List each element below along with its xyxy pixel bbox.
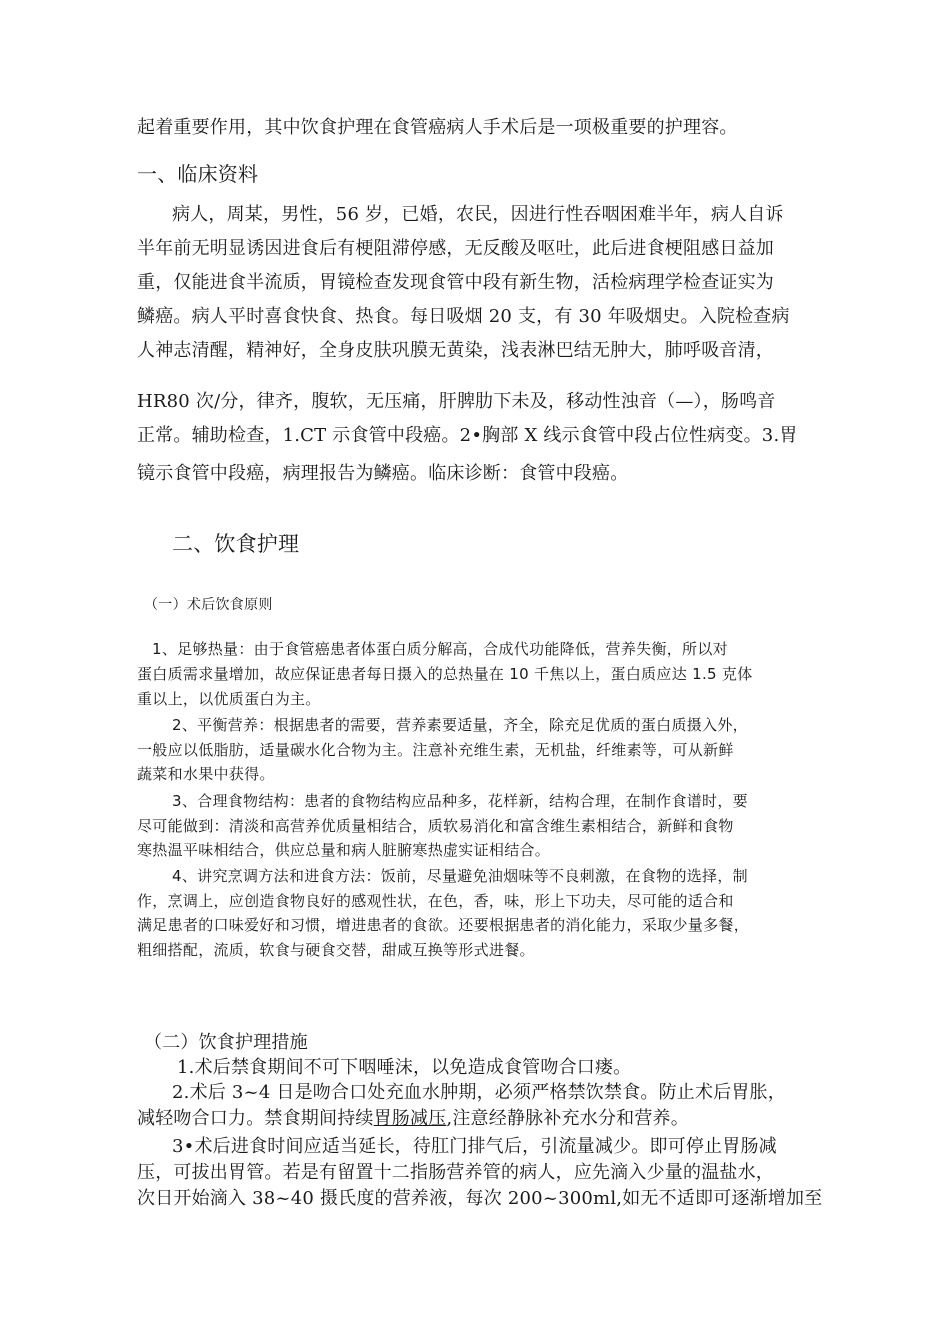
measure-line-6: 次日开始滴入 38~40 摄氏度的营养液，每次 200~300ml,如无不适即可逐渐增加至 bbox=[137, 1188, 823, 1209]
principle-line-7: 3、合理食物结构：患者的食物结构应品种多，花样新，结构合理，在制作食谱时，要 bbox=[172, 792, 748, 810]
measure-line-5: 压，可拔出胃管。若是有留置十二指肠营养管的病人，应先滴入少量的温盐水， bbox=[137, 1162, 774, 1183]
principle-line-11: 作，烹调上，应创造食物良好的感观性状，在色，香，味，形上下功夫，尽可能的适合和 bbox=[137, 892, 734, 910]
principle-line-12: 满足患者的口味爱好和习惯，增进患者的食欲。还要根据患者的消化能力，采取少量多餐， bbox=[137, 916, 750, 934]
measure-line-3-underlined: 胃肠减压 bbox=[373, 1108, 447, 1129]
case-line-8: 镜示食管中段癌，病理报告为鳞癌。临床诊断：食管中段癌。 bbox=[137, 463, 629, 484]
section-2-heading: 二、饮食护理 bbox=[172, 532, 300, 556]
measure-line-2: 2.术后 3~4 日是吻合口处充血水肿期，必须严格禁饮禁食。防止术后胃胀， bbox=[172, 1082, 787, 1103]
principle-line-5: 一般应以低脂肪，适量碳水化合物为主。注意补充维生素，无机盐，纤维素等，可从新鲜 bbox=[137, 741, 734, 759]
section-1-heading: 一、临床资料 bbox=[137, 162, 259, 186]
subsection-1-heading: （一）术后饮食原则 bbox=[144, 597, 273, 613]
measure-line-3 bbox=[137, 1107, 689, 1131]
case-line-7: 正常。辅助检查，1.CT 示食管中段癌。2•胸部 X 线示食管中段占位性病变。3.胃 bbox=[137, 425, 798, 446]
principle-line-1: 1、足够热量：由于食管癌患者体蛋白质分解高，合成代功能降低，营养失衡，所以对 bbox=[152, 640, 728, 658]
principle-line-13: 粗细搭配，流质，软食与硬食交替，甜咸互换等形式进餐。 bbox=[137, 941, 535, 959]
measure-line-3-after: ,注意经静脉补充水分和营养。 bbox=[446, 1108, 689, 1129]
measure-line-1: 1.术后禁食期间不可下咽唾沫，以免造成食管吻合口瘘。 bbox=[177, 1057, 632, 1078]
case-line-2: 半年前无明显诱因进食后有梗阻滞停感，无反酸及呕吐，此后进食梗阻感日益加 bbox=[137, 238, 774, 259]
case-line-4: 鳞癌。病人平时喜食快食、热食。每日吸烟 20 支，有 30 年吸烟史。入院检查病 bbox=[137, 306, 790, 327]
case-line-3: 重，仅能进食半流质，胃镜检查发现食管中段有新生物，活检病理学检查证实为 bbox=[137, 272, 774, 293]
principle-line-6: 蔬菜和水果中获得。 bbox=[137, 765, 275, 783]
principle-line-2: 蛋白质需求量增加，故应保证患者每日摄入的总热量在 10 千焦以上，蛋白质应达 1.5 克体 bbox=[137, 665, 753, 683]
principle-line-9: 寒热温平味相结合，供应总量和病人脏腑寒热虚实证相结合。 bbox=[137, 841, 551, 859]
case-line-5: 人神志清醒，精神好，全身皮肤巩膜无黄染，浅表淋巴结无肿大，肺呼吸音清， bbox=[137, 340, 774, 361]
case-line-1: 病人，周某，男性，56 岁，已婚，农民，因进行性吞咽困难半年，病人自诉 bbox=[172, 204, 784, 225]
principle-line-8: 尽可能做到：清淡和高营养优质量相结合，质软易消化和富含维生素相结合，新鲜和食物 bbox=[137, 817, 734, 835]
principle-line-4: 2、平衡营养：根据患者的需要，营养素要适量，齐全，除充足优质的蛋白质摄入外， bbox=[172, 716, 748, 734]
case-line-6: HR80 次/分，律齐，腹软，无压痛，肝脾肋下未及，移动性浊音（—），肠鸣音 bbox=[137, 391, 776, 412]
intro-paragraph: 起着重要作用，其中饮食护理在食管癌病人手术后是一项极重要的护理容。 bbox=[137, 117, 738, 138]
measure-line-3-before: 减轻吻合口力。禁食期间持续 bbox=[137, 1108, 374, 1129]
principle-line-10: 4、讲究烹调方法和进食方法：饭前，尽量避免油烟味等不良刺激，在食物的选择，制 bbox=[172, 867, 748, 885]
measure-line-4: 3•术后进食时间应适当延长，待肛门排气后，引流量减少。即可停止胃肠减 bbox=[172, 1136, 777, 1157]
subsection-2-heading: （二）饮食护理措施 bbox=[144, 1032, 308, 1053]
principle-line-3: 重以上，以优质蛋白为主。 bbox=[137, 690, 321, 708]
